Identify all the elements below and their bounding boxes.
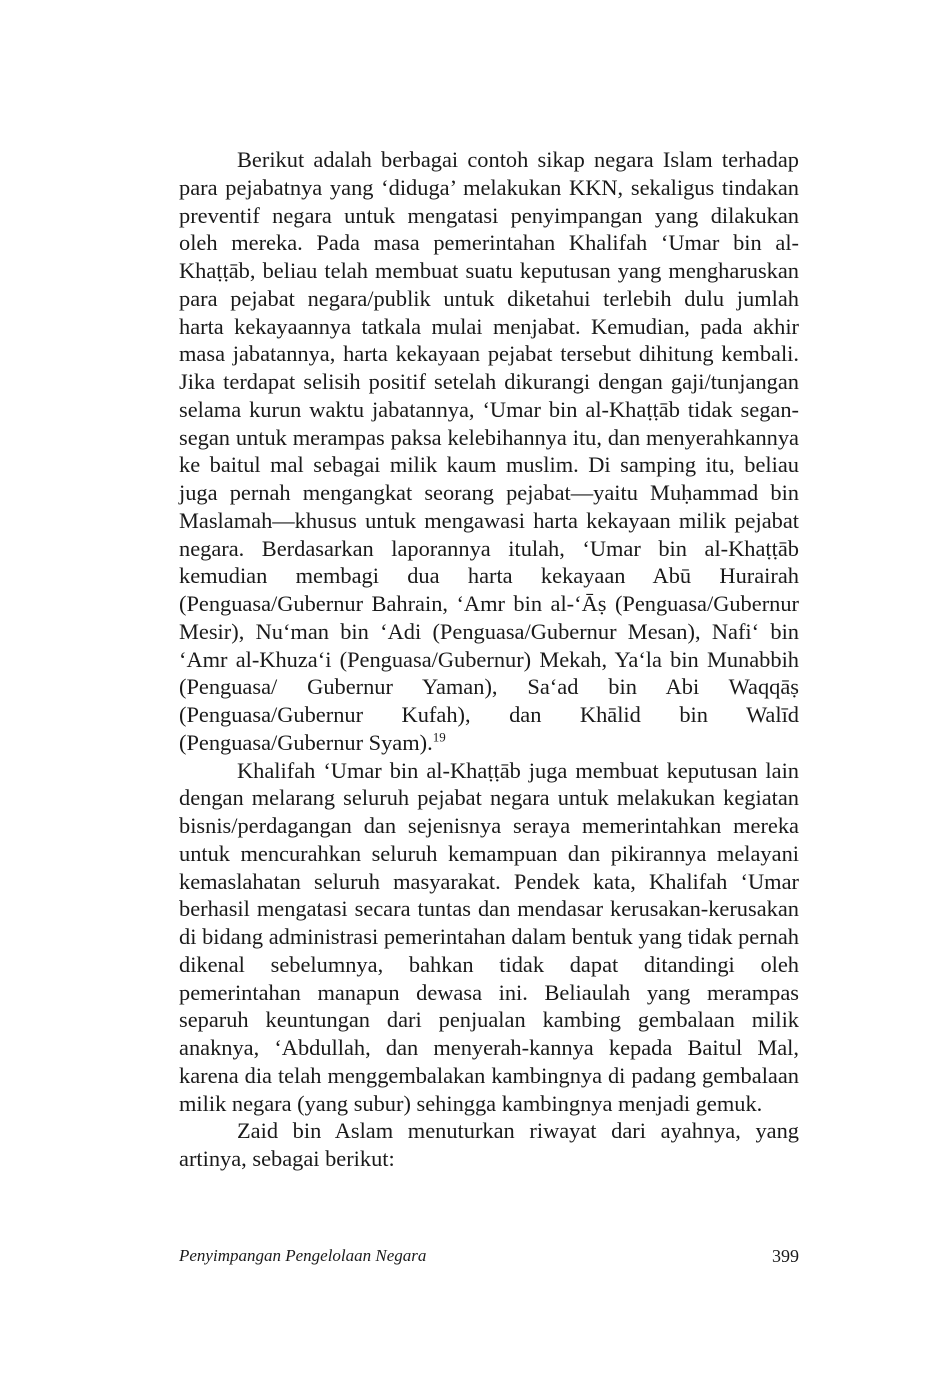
paragraph-text: Zaid bin Aslam menuturkan riwayat dari ayahnya, yang artinya, sebagai berikut: <box>179 1118 799 1171</box>
paragraph-umar-decision <box>179 757 799 1118</box>
paragraph-text: Berikut adalah berbagai contoh sikap negara Islam terhadap para pejabatnya yang ‘diduga’ melakukan KKN, sekaligus tindakan preventif negara untuk mengatasi penyimpangan yang dilakukan oleh mereka. Pada masa pemerintahan Khalifah ‘Umar bin al-Khaṭṭāb, beliau telah membuat suatu keputusan yang mengharuskan para pejabat negara/publik untuk diketahui terlebih dulu jumlah harta kekayaannya tatkala mulai menjabat. Kemudian, pada akhir masa jabatannya, harta kekayaan pejabat tersebut dihitung kembali. Jika terdapat selisih positif setelah dikurangi dengan gaji/tunjangan selama kurun waktu jabatannya, ‘Umar bin al-Khaṭṭāb tidak segan-segan untuk merampas paksa kelebihannya itu, dan menyerahkannya ke baitul mal sebagai milik kaum muslim. Di samping itu, beliau juga pernah mengangkat seorang pejabat—yaitu Muḥammad bin Maslamah—khusus untuk mengawasi harta kekayaan milik pejabat negara. Berdasarkan laporannya itulah, ‘Umar bin al-Khaṭṭāb kemudian membagi dua harta kekayaan Abū Hurairah (Penguasa/Gubernur Bahrain, ‘Amr bin al-‘Āṣ (Penguasa/Gubernur Mesir), Nu‘man bin ‘Adi (Penguasa/Gubernur Mesan), Nafi‘ bin ‘Amr al-Khuza‘i (Penguasa/Gubernur) Mekah, Ya‘la bin Munabbih (Penguasa/ Gubernur Yaman), Sa‘ad bin Abi Waqqāṣ (Penguasa/Gubernur Kufah), dan Khālid bin Walīd (Penguasa/Gubernur Syam). <box>179 147 799 755</box>
paragraph-text: Khalifah ‘Umar bin al-Khaṭṭāb juga membuat keputusan lain dengan melarang seluruh pejabat negara untuk melakukan kegiatan bisnis/perdagangan dan sejenisnya seraya memerintahkan mereka untuk mencurahkan seluruh kemampuan dan pikirannya melayani kemaslahatan seluruh masyarakat. Pendek kata, Khalifah ‘Umar berhasil mengatasi secara tuntas dan mendasar kerusakan-kerusakan di bidang administrasi pemerintahan dalam bentuk yang tidak pernah dikenal sebelumnya, bahkan tidak dapat ditandingi oleh pemerintahan manapun dewasa ini. Beliaulah yang merampas separuh keuntungan dari penjualan kambing gembalaan milik anaknya, ‘Abdullah, dan menyerah-kannya kepada Baitul Mal, karena dia telah menggembalakan kambingnya di padang gembalaan milik negara (yang subur) sehingga kambingnya menjadi gemuk. <box>179 757 799 1116</box>
page-number: 399 <box>772 1246 799 1266</box>
running-title: Penyimpangan Pengelolaan Negara <box>179 1246 427 1265</box>
body-text <box>179 146 799 1173</box>
footnote-reference[interactable]: 19 <box>432 729 446 745</box>
page-footer <box>179 1246 799 1272</box>
paragraph-zaid-narration <box>179 1117 799 1173</box>
paragraph-kkn-examples <box>179 146 799 757</box>
